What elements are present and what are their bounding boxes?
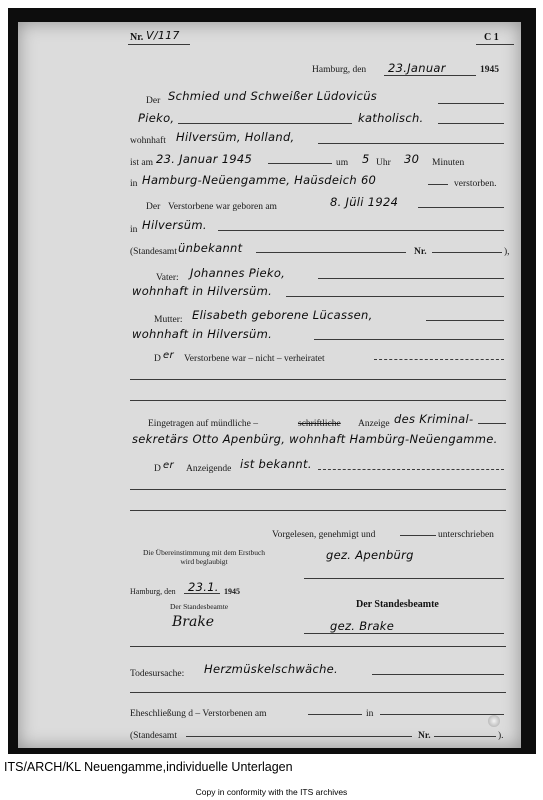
birth-place: Hilversüm.	[142, 218, 207, 232]
certification-date: 23.1.	[188, 580, 219, 594]
death-hour: 5	[362, 152, 370, 166]
handwritten-signature: Brake	[172, 614, 215, 630]
birth-registry-nr-label: Nr.	[414, 247, 427, 257]
father-residence: wohnhaft in Hilversüm.	[132, 284, 273, 298]
marriage-registry-label: (Standesamt	[130, 731, 177, 741]
birth-registry-close: ),	[504, 247, 510, 257]
archive-caption: ITS/ARCH/KL Neuengamme,individuelle Unterlagen	[4, 760, 293, 774]
marital-text: Verstorbene war – nicht – verheiratet	[184, 354, 325, 364]
deceased-occupation-name: Schmied und Schweißer Lüdovicüs	[168, 89, 378, 103]
informant-signature: gez. Apenbürg	[326, 548, 414, 562]
informant-article-typed: er	[163, 460, 174, 471]
registration-informant: sekretärs Otto Apenbürg, wohnhaft Hambürg-Neüengamme.	[132, 432, 498, 446]
registration-informant-title: des Kriminal-	[394, 412, 474, 426]
marital-article-typed: er	[163, 350, 174, 361]
death-place-label: in	[130, 179, 138, 189]
birth-registry-label: (Standesamt	[130, 247, 177, 257]
certification-place-date: Hamburg, den	[130, 587, 176, 596]
death-minutes: 30	[404, 152, 420, 166]
marital-article-printed: D	[154, 354, 161, 364]
form-code: C 1	[484, 32, 499, 43]
deceased-surname: Pieko,	[138, 111, 175, 125]
archive-footer: Copy in conformity with the ITS archives	[195, 787, 348, 797]
registration-struck: schriftliche	[298, 419, 341, 429]
birth-date: 8. Jüli 1924	[330, 195, 399, 209]
mother-name: Elisabeth geborene Lücassen,	[192, 308, 373, 322]
document-page	[18, 22, 521, 748]
father-name: Johannes Pieko,	[190, 266, 286, 280]
certification-year: 1945	[224, 587, 240, 596]
death-date-label: ist am	[130, 158, 153, 168]
death-uhr-label: Uhr	[376, 158, 391, 168]
registration-year: 1945	[480, 65, 499, 75]
death-hour-label: um	[336, 158, 349, 168]
marriage-label: Eheschließung d – Verstorbenen am	[130, 709, 267, 719]
died-label: verstorben.	[454, 179, 497, 189]
mother-label: Mutter:	[154, 315, 183, 325]
cause-label: Todesursache:	[130, 669, 185, 679]
father-label: Vater:	[156, 273, 179, 283]
register-number-label: Nr.	[130, 32, 144, 43]
marriage-in-label: in	[366, 709, 374, 719]
read-approved-label: Vorgelesen, genehmigt und	[272, 530, 376, 540]
birth-article: Der	[146, 202, 161, 212]
birth-registry-value: ünbekannt	[178, 241, 243, 255]
official-title: Der Standesbeamte	[356, 599, 439, 610]
deceased-article: Der	[146, 96, 161, 106]
certification-note: Die Übereinstimmung mit dem Erstbuch wird beglaubigt	[142, 548, 266, 566]
hole-punch-mark	[488, 715, 500, 727]
informant-known: ist bekannt.	[240, 457, 312, 471]
mother-residence: wohnhaft in Hilversüm.	[132, 327, 273, 341]
informant-article-printed: D	[154, 464, 161, 474]
registration-anzeige: Anzeige	[358, 419, 390, 429]
marriage-registry-close: ).	[498, 731, 504, 741]
cause-value: Herzmüskelschwäche.	[204, 662, 338, 676]
official-signature: gez. Brake	[330, 619, 395, 633]
registration-date: 23.Januar	[388, 61, 446, 75]
place-date-prefix: Hamburg, den	[312, 65, 367, 75]
informant-label: Anzeigende	[186, 464, 232, 474]
registration-printed: Eingetragen auf mündliche –	[148, 419, 259, 429]
deceased-religion: katholisch.	[358, 111, 424, 125]
register-number: V/117	[146, 29, 180, 42]
birth-place-label: in	[130, 225, 138, 235]
death-minutes-label: Minuten	[432, 158, 465, 168]
marriage-registry-nr-label: Nr.	[418, 731, 431, 741]
birth-text: Verstorbene war geboren am	[168, 202, 277, 212]
signed-label: unterschrieben	[438, 530, 494, 540]
residence-label: wohnhaft	[130, 136, 166, 146]
deceased-residence: Hilversüm, Holland,	[176, 130, 295, 144]
certifying-official-label: Der Standesbeamte	[170, 602, 229, 611]
death-date: 23. Januar 1945	[156, 152, 253, 166]
death-place: Hamburg-Neüengamme, Haüsdeich 60	[142, 173, 377, 187]
